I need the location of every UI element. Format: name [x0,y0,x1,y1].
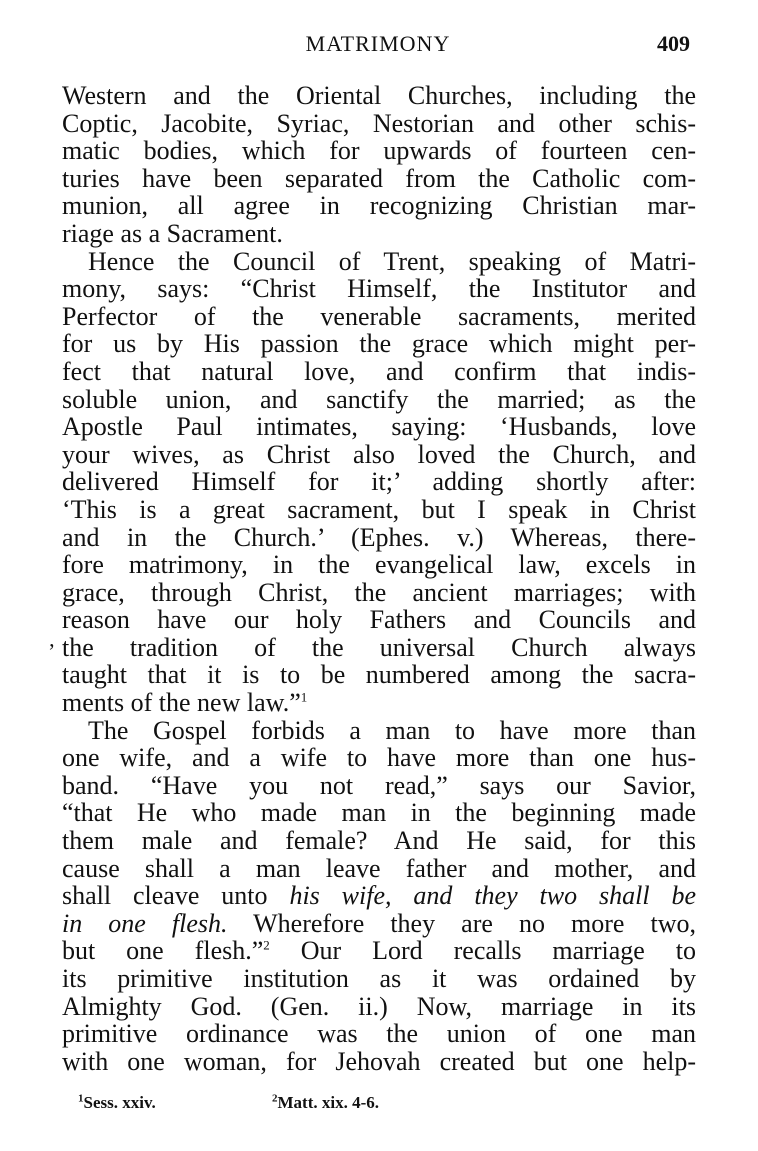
footnote-text: Sess. xxiv. [83,1093,156,1112]
text-line: soluble union, and sanctify the married; as the [62,384,696,414]
text-line [62,689,696,717]
text-line: mony, says: “Christ Himself, the Institutor and [62,274,696,304]
text-line: primitive ordinance was the union of one man [62,1019,696,1049]
line-text: ments of the new law.” [62,688,301,718]
footnote-text: Matt. xix. 4-6. [277,1093,380,1112]
footnote-ref: 1 [300,689,308,705]
text-line: band. “Have you not read,” says our Savior, [62,770,696,800]
italic-text: in one flesh. [62,908,228,938]
text-line: Coptic, Jacobite, Syriac, Nestorian and other schis- [62,108,696,138]
line-text: Our Lord recalls marriage to [300,936,696,966]
footnote-mark: 2 [272,1092,278,1105]
text-line: turies have been separated from the Catholic com- [62,163,696,193]
text-line: “that He who made man in the beginning made [62,798,696,828]
text-line: munion, all agree in recognizing Christian mar- [62,191,696,221]
text-line: The Gospel forbids a man to have more than [88,715,696,745]
text-line: matic bodies, which for upwards of fourteen cen- [62,136,696,166]
text-line: reason have our holy Fathers and Councils and [62,605,696,635]
text-line: one wife, and a wife to have more than one hus- [62,743,696,773]
footnotes [78,1091,638,1115]
text-line: for us by His passion the grace which might per- [62,329,696,359]
text-line: ‘This is a great sacrament, but I speak in Christ [62,494,696,524]
text-line [62,882,696,910]
stray-print-mark: ʼ [48,639,56,664]
page-number: 409 [657,31,690,56]
footnote-1 [78,1091,156,1115]
text-line: them male and female? And He said, for this [62,826,696,856]
line-text: shall cleave unto [62,881,268,911]
text-line: Hence the Council of Trent, speaking of Matri- [88,246,696,276]
text-line: Western and the Oriental Churches, including the [62,81,696,110]
italic-text: his wife, and they two shall be [289,881,696,911]
text-line: its primitive institution as it was ordained by [62,964,696,993]
text-line: your wives, as Christ also loved the Church, and [62,439,696,469]
text-line: the tradition of the universal Church always [62,632,696,662]
running-head [62,30,694,58]
footnote-ref: 2 [263,937,270,953]
text-line: with one woman, for Jehovah created but one help- [62,1046,696,1076]
text-line: cause shall a man leave father and mother, and [62,853,696,883]
text-line: fect that natural love, and confirm that indis- [62,356,696,386]
text-line: Perfector of the venerable sacraments, merited [62,301,696,331]
body-text [62,82,696,1075]
text-line: Apostle Paul intimates, saying: ‘Husbands, love [62,412,696,442]
running-title: MATRIMONY [305,31,451,56]
text-line: and in the Church.’ (Ephes. v.) Whereas, there- [62,522,696,552]
text-line [62,937,696,965]
line-text: but one flesh.” [62,936,264,966]
text-line: grace, through Christ, the ancient marriages; with [62,577,696,607]
text-line: riage as a Sacrament. [62,218,283,248]
text-line: taught that it is to be numbered among the sacra- [62,660,696,690]
footnote-mark: 1 [78,1092,84,1105]
text-line: delivered Himself for it;’ adding shortly after: [62,467,696,497]
text-line: Almighty God. (Gen. ii.) Now, marriage in its [62,991,696,1021]
line-text: Wherefore they are no more two, [253,908,697,938]
text-line: fore matrimony, in the evangelical law, excels in [62,550,696,580]
footnote-2 [272,1091,379,1115]
text-line [62,910,696,938]
